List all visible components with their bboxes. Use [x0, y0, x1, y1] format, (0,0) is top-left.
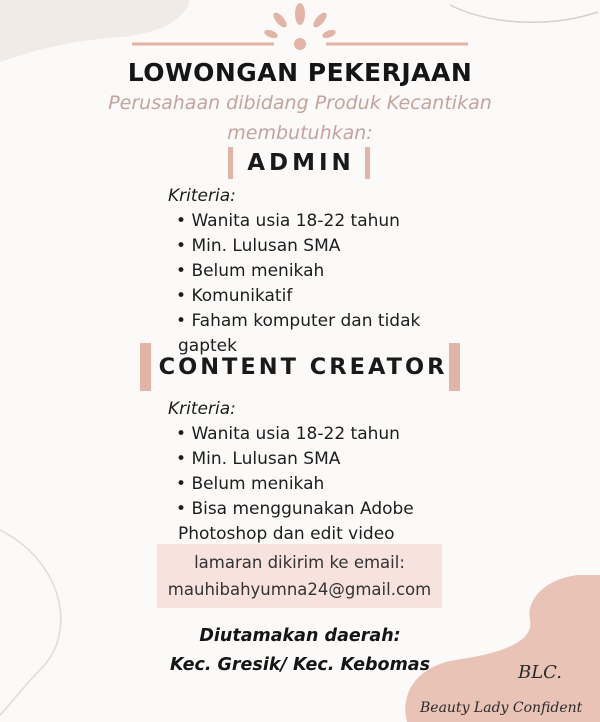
subtitle-line-2: membutuhkan:	[227, 122, 373, 144]
left-swirl	[0, 520, 110, 720]
criteria-list-content-creator	[168, 397, 414, 547]
criteria-label: Kriteria:	[168, 399, 236, 419]
subtitle	[0, 88, 600, 148]
list-item-continuation: Photoshop dan edit video	[178, 524, 395, 544]
list-item: • Wanita usia 18-22 tahun	[168, 209, 420, 234]
brand-logo-short: BLC.	[518, 662, 563, 683]
region-label: Diutamakan daerah:	[199, 626, 401, 646]
subtitle-line-1: Perusahaan dibidang Produk Kecantikan	[108, 92, 492, 114]
criteria-list-admin	[168, 184, 420, 359]
title-bar-right	[449, 343, 460, 391]
title-bar-left	[140, 343, 151, 391]
brand-tagline: Beauty Lady Confident	[420, 700, 583, 716]
title-bar-right	[365, 147, 370, 179]
list-item: • Wanita usia 18-22 tahun	[168, 422, 414, 447]
preferred-region	[0, 622, 600, 680]
application-instruction: lamaran dikirim ke email:	[194, 553, 405, 572]
job-title-text: ADMIN	[247, 150, 355, 176]
email-address[interactable]: mauhibahyumna24@gmail.com	[167, 580, 432, 599]
job-title-text: CONTENT CREATOR	[158, 354, 448, 380]
application-email-box	[157, 544, 442, 608]
title-bar-left	[228, 147, 233, 179]
list-item-continuation: gaptek	[178, 336, 237, 356]
list-item: • Min. Lulusan SMA	[168, 234, 420, 259]
list-item: • Belum menikah	[168, 259, 420, 284]
job-title-content-creator	[138, 343, 462, 391]
criteria-label: Kriteria:	[168, 186, 236, 206]
list-item: • Faham komputer dan tidak	[168, 309, 420, 334]
region-value: Kec. Gresik/ Kec. Kebomas	[169, 655, 431, 675]
page-title: LOWONGAN PEKERJAAN	[127, 58, 473, 87]
job-title-admin	[222, 146, 376, 180]
list-item: • Bisa menggunakan Adobe	[168, 497, 414, 522]
list-item: • Min. Lulusan SMA	[168, 447, 414, 472]
list-item: • Komunikatif	[168, 284, 420, 309]
list-item: • Belum menikah	[168, 472, 414, 497]
flower-ornament-icon	[128, 2, 472, 58]
